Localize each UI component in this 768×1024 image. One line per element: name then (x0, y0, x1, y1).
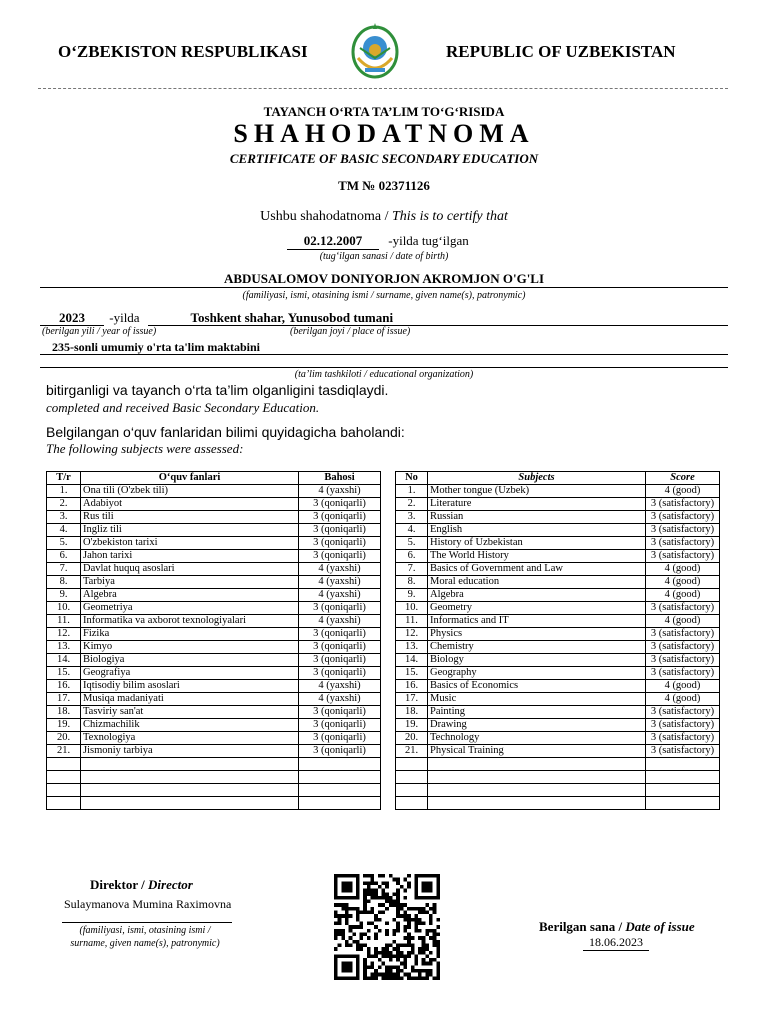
director-name: Sulaymanova Mumina Raximovna (64, 897, 232, 911)
row-number (47, 784, 81, 797)
grade-value: 4 (good) (646, 576, 720, 589)
grade-value: 4 (yaxshi) (299, 615, 381, 628)
table-row (396, 628, 720, 641)
subject-name: Davlat huquq asoslari (81, 563, 299, 576)
row-number: 17. (47, 693, 81, 706)
issue-date-label-uz: Berilgan sana / (539, 919, 623, 934)
subject-name (81, 771, 299, 784)
year-of-issue: 2023 (59, 310, 85, 325)
subject-name (81, 797, 299, 810)
grade-value: 3 (qoniqarli) (299, 524, 381, 537)
row-number: 6. (47, 550, 81, 563)
subject-name: Fizika (81, 628, 299, 641)
table-row (396, 641, 720, 654)
table-row (47, 537, 381, 550)
grade-value: 3 (qoniqarli) (299, 511, 381, 524)
grades-table-uz (46, 471, 381, 810)
director-label-en: Director (148, 877, 193, 892)
dob-line (287, 233, 469, 250)
table-row (47, 498, 381, 511)
table-row (396, 537, 720, 550)
grade-value: 4 (good) (646, 680, 720, 693)
table-row (396, 745, 720, 758)
table-row (396, 680, 720, 693)
subject-name: Physics (428, 628, 646, 641)
grade-value: 4 (yaxshi) (299, 576, 381, 589)
issue-date-label (539, 919, 695, 935)
row-number: 6. (396, 550, 428, 563)
subject-name: O'zbekiston tarixi (81, 537, 299, 550)
row-number (396, 784, 428, 797)
grade-value: 3 (satisfactory) (646, 628, 720, 641)
table-row (396, 771, 720, 784)
table-row (47, 784, 381, 797)
table-row (47, 667, 381, 680)
grade-value: 4 (yaxshi) (299, 680, 381, 693)
grade-value: 4 (yaxshi) (299, 693, 381, 706)
subject-name: English (428, 524, 646, 537)
subject-name: Adabiyot (81, 498, 299, 511)
place-caption: (berilgan joyi / place of issue) (290, 326, 411, 337)
row-number: 4. (47, 524, 81, 537)
subject-name: Biologiya (81, 654, 299, 667)
subject-name: Chemistry (428, 641, 646, 654)
table-row (47, 758, 381, 771)
row-number: 21. (47, 745, 81, 758)
subject-name: Algebra (428, 589, 646, 602)
row-number: 16. (47, 680, 81, 693)
grade-value: 3 (satisfactory) (646, 667, 720, 680)
subject-name: Physical Training (428, 745, 646, 758)
row-number: 7. (47, 563, 81, 576)
subject-name: Painting (428, 706, 646, 719)
grade-value: 3 (qoniqarli) (299, 550, 381, 563)
row-number: 4. (396, 524, 428, 537)
grade-value (299, 771, 381, 784)
grade-value: 4 (good) (646, 485, 720, 498)
grade-value: 3 (satisfactory) (646, 745, 720, 758)
table-row (47, 550, 381, 563)
row-number (396, 771, 428, 784)
subject-name: Algebra (81, 589, 299, 602)
table-row (47, 589, 381, 602)
grade-value: 3 (qoniqarli) (299, 498, 381, 511)
row-number: 15. (47, 667, 81, 680)
grade-value (299, 758, 381, 771)
subject-name (428, 758, 646, 771)
row-number: 12. (47, 628, 81, 641)
subject-name: Literature (428, 498, 646, 511)
table-row (47, 732, 381, 745)
table-row (396, 511, 720, 524)
qr-code (332, 874, 442, 980)
subtitle-en: CERTIFICATE OF BASIC SECONDARY EDUCATION (229, 151, 539, 166)
director-label-uz: Direktor / (90, 877, 145, 892)
table-row (396, 563, 720, 576)
grade-value: 3 (satisfactory) (646, 654, 720, 667)
row-number: 15. (396, 667, 428, 680)
grade-value (299, 784, 381, 797)
subtitle-uz: TAYANCH O‘RTA TA’LIM TO‘G‘RISIDA (263, 104, 505, 119)
table-row (47, 797, 381, 810)
grade-value: 4 (good) (646, 693, 720, 706)
subject-name: Mother tongue (Uzbek) (428, 485, 646, 498)
col-header-number: No (396, 472, 428, 485)
table-row (47, 628, 381, 641)
grade-value: 4 (good) (646, 563, 720, 576)
table-row (47, 745, 381, 758)
row-number: 9. (47, 589, 81, 602)
completed-uz: bitirganligi va tayanch o‘rta ta’lim olganligini tasdiqlaydi. (46, 382, 389, 398)
table-row (396, 589, 720, 602)
certify-line (0, 209, 768, 225)
grade-value: 3 (satisfactory) (646, 732, 720, 745)
grade-value: 3 (satisfactory) (646, 498, 720, 511)
table-row (47, 511, 381, 524)
table-row (396, 667, 720, 680)
subject-name: Geometry (428, 602, 646, 615)
year-suffix: -yilda (109, 310, 140, 325)
completed-en: completed and received Basic Secondary Education. (46, 400, 320, 415)
grade-value: 3 (qoniqarli) (299, 628, 381, 641)
table-row (47, 524, 381, 537)
grade-value: 3 (qoniqarli) (299, 654, 381, 667)
name-caption: (familiyasi, ismi, otasining ismi / surname, given name(s), patronymic) (242, 290, 526, 301)
org-caption: (ta’lim tashkiloti / educational organization) (294, 369, 474, 380)
table-row (47, 706, 381, 719)
subject-name: Kimyo (81, 641, 299, 654)
table-row (396, 784, 720, 797)
grade-value: 4 (good) (646, 615, 720, 628)
grade-value: 3 (satisfactory) (646, 706, 720, 719)
row-number (47, 771, 81, 784)
table-row (396, 550, 720, 563)
table-row (396, 719, 720, 732)
row-number: 7. (396, 563, 428, 576)
table-row (396, 524, 720, 537)
grade-value: 4 (yaxshi) (299, 589, 381, 602)
subject-name: Russian (428, 511, 646, 524)
row-number: 1. (396, 485, 428, 498)
row-number: 18. (47, 706, 81, 719)
subject-name (81, 758, 299, 771)
row-number: 18. (396, 706, 428, 719)
table-row (396, 498, 720, 511)
row-number: 11. (47, 615, 81, 628)
certificate-number: TM № 02371126 (338, 178, 430, 193)
row-number: 12. (396, 628, 428, 641)
table-row (396, 602, 720, 615)
subject-name: Chizmachilik (81, 719, 299, 732)
grade-value (299, 797, 381, 810)
place-underline (148, 325, 728, 326)
row-number: 14. (47, 654, 81, 667)
issue-date: 18.06.2023 (583, 935, 649, 951)
dob-suffix: -yilda tug‘ilgan (388, 233, 469, 248)
table-row (47, 576, 381, 589)
row-number (396, 758, 428, 771)
col-header-score: Score (646, 472, 720, 485)
grade-value: 4 (yaxshi) (299, 563, 381, 576)
table-row (396, 732, 720, 745)
grade-value: 3 (qoniqarli) (299, 537, 381, 550)
row-number: 2. (47, 498, 81, 511)
subject-name: Iqtisodiy bilim asoslari (81, 680, 299, 693)
subject-name: Informatics and IT (428, 615, 646, 628)
grade-value: 3 (qoniqarli) (299, 641, 381, 654)
row-number: 8. (47, 576, 81, 589)
row-number: 20. (396, 732, 428, 745)
subject-name: Texnologiya (81, 732, 299, 745)
table-row (47, 680, 381, 693)
certify-uz: Ushbu shahodatnoma / (260, 209, 389, 224)
director-label (90, 877, 193, 893)
grade-value: 3 (qoniqarli) (299, 745, 381, 758)
row-number (47, 797, 81, 810)
subject-name: Basics of Government and Law (428, 563, 646, 576)
table-row (396, 615, 720, 628)
grade-value: 3 (satisfactory) (646, 511, 720, 524)
row-number: 17. (396, 693, 428, 706)
subject-name: Geometriya (81, 602, 299, 615)
table-row (396, 706, 720, 719)
row-number: 10. (47, 602, 81, 615)
row-number: 5. (47, 537, 81, 550)
grade-value: 3 (qoniqarli) (299, 602, 381, 615)
row-number: 3. (47, 511, 81, 524)
grade-value: 3 (satisfactory) (646, 602, 720, 615)
subject-name: History of Uzbekistan (428, 537, 646, 550)
header-divider (38, 88, 728, 89)
table-row (396, 654, 720, 667)
year-caption: (berilgan yili / year of issue) (42, 326, 157, 337)
grades-table-en (395, 471, 720, 810)
col-header-number: T/r (47, 472, 81, 485)
director-caption-1: (familiyasi, ismi, otasining ismi / (79, 925, 211, 936)
table-row (47, 693, 381, 706)
table-row (47, 615, 381, 628)
row-number: 19. (396, 719, 428, 732)
subject-name: Basics of Economics (428, 680, 646, 693)
grade-value: 3 (satisfactory) (646, 537, 720, 550)
subject-name: Informatika va axborot texnologiyalari (81, 615, 299, 628)
org-underline-1 (40, 354, 728, 355)
subject-name: Music (428, 693, 646, 706)
certify-en: This is to certify that (391, 209, 508, 224)
subject-name: Drawing (428, 719, 646, 732)
country-name-uz: O‘ZBEKISTON RESPUBLIKASI (58, 42, 308, 61)
row-number: 9. (396, 589, 428, 602)
table-row (396, 485, 720, 498)
table-row (47, 485, 381, 498)
row-number: 16. (396, 680, 428, 693)
row-number: 19. (47, 719, 81, 732)
date-of-birth: 02.12.2007 (287, 233, 379, 250)
grade-value: 3 (satisfactory) (646, 641, 720, 654)
subject-name: Technology (428, 732, 646, 745)
row-number: 14. (396, 654, 428, 667)
col-header-grade: Bahosi (299, 472, 381, 485)
subject-name: Moral education (428, 576, 646, 589)
table-row (396, 797, 720, 810)
table-row (47, 719, 381, 732)
dob-caption: (tug‘ilgan sanasi / date of birth) (319, 251, 449, 262)
row-number: 20. (47, 732, 81, 745)
grade-value: 4 (good) (646, 589, 720, 602)
row-number: 1. (47, 485, 81, 498)
subject-name: Jahon tarixi (81, 550, 299, 563)
subject-name: Biology (428, 654, 646, 667)
table-row (396, 693, 720, 706)
row-number: 2. (396, 498, 428, 511)
grade-value: 3 (satisfactory) (646, 524, 720, 537)
holder-name: ABDUSALOMOV DONIYORJON AKROMJON O'G'LI (223, 271, 545, 286)
grade-value (646, 758, 720, 771)
name-underline (40, 287, 728, 288)
assessed-uz: Belgilangan o‘quv fanlaridan bilimi quyidagicha baholandi: (46, 424, 405, 440)
grade-value: 3 (qoniqarli) (299, 719, 381, 732)
grade-value: 3 (qoniqarli) (299, 667, 381, 680)
subject-name: Tarbiya (81, 576, 299, 589)
subject-name: Geografiya (81, 667, 299, 680)
grade-value: 3 (satisfactory) (646, 719, 720, 732)
director-caption-2: surname, given name(s), patronymic) (70, 938, 220, 949)
subject-name (428, 797, 646, 810)
issue-date-label-en: Date of issue (625, 919, 695, 934)
subject-name: Musiqa madaniyati (81, 693, 299, 706)
grade-value: 3 (qoniqarli) (299, 706, 381, 719)
row-number: 13. (396, 641, 428, 654)
table-row (396, 758, 720, 771)
assessed-en: The following subjects were assessed: (46, 441, 244, 456)
row-number (396, 797, 428, 810)
col-header-subject: Subjects (428, 472, 646, 485)
organization-name: 235-sonli umumiy o'rta ta'lim maktabini (52, 340, 261, 354)
year-place-line (40, 310, 421, 326)
row-number: 21. (396, 745, 428, 758)
subject-name (428, 771, 646, 784)
row-number: 13. (47, 641, 81, 654)
country-name-en: REPUBLIC OF UZBEKISTAN (446, 42, 676, 61)
subject-name: Jismoniy tarbiya (81, 745, 299, 758)
table-row (47, 563, 381, 576)
subject-name: Geography (428, 667, 646, 680)
row-number: 10. (396, 602, 428, 615)
grade-value (646, 797, 720, 810)
row-number: 8. (396, 576, 428, 589)
row-number: 5. (396, 537, 428, 550)
row-number (47, 758, 81, 771)
row-number: 11. (396, 615, 428, 628)
grade-value: 3 (satisfactory) (646, 550, 720, 563)
table-row (47, 654, 381, 667)
subject-name: Ingliz tili (81, 524, 299, 537)
col-header-subject: O‘quv fanlari (81, 472, 299, 485)
table-row (396, 576, 720, 589)
row-number: 3. (396, 511, 428, 524)
grade-value: 3 (qoniqarli) (299, 732, 381, 745)
table-row (47, 602, 381, 615)
table-row (47, 771, 381, 784)
org-underline-2 (40, 367, 728, 368)
subject-name: Ona tili (O'zbek tili) (81, 485, 299, 498)
subject-name: Tasviriy san'at (81, 706, 299, 719)
document-title: SHAHODATNOMA (233, 119, 535, 148)
grade-value (646, 771, 720, 784)
table-row (47, 641, 381, 654)
grade-value: 4 (yaxshi) (299, 485, 381, 498)
subject-name: Rus tili (81, 511, 299, 524)
place-of-issue: Toshkent shahar, Yunusobod tumani (190, 310, 394, 325)
director-signature-line (62, 922, 232, 923)
subject-name: The World History (428, 550, 646, 563)
subject-name (81, 784, 299, 797)
subject-name (428, 784, 646, 797)
grade-value (646, 784, 720, 797)
state-emblem-icon (350, 20, 400, 80)
